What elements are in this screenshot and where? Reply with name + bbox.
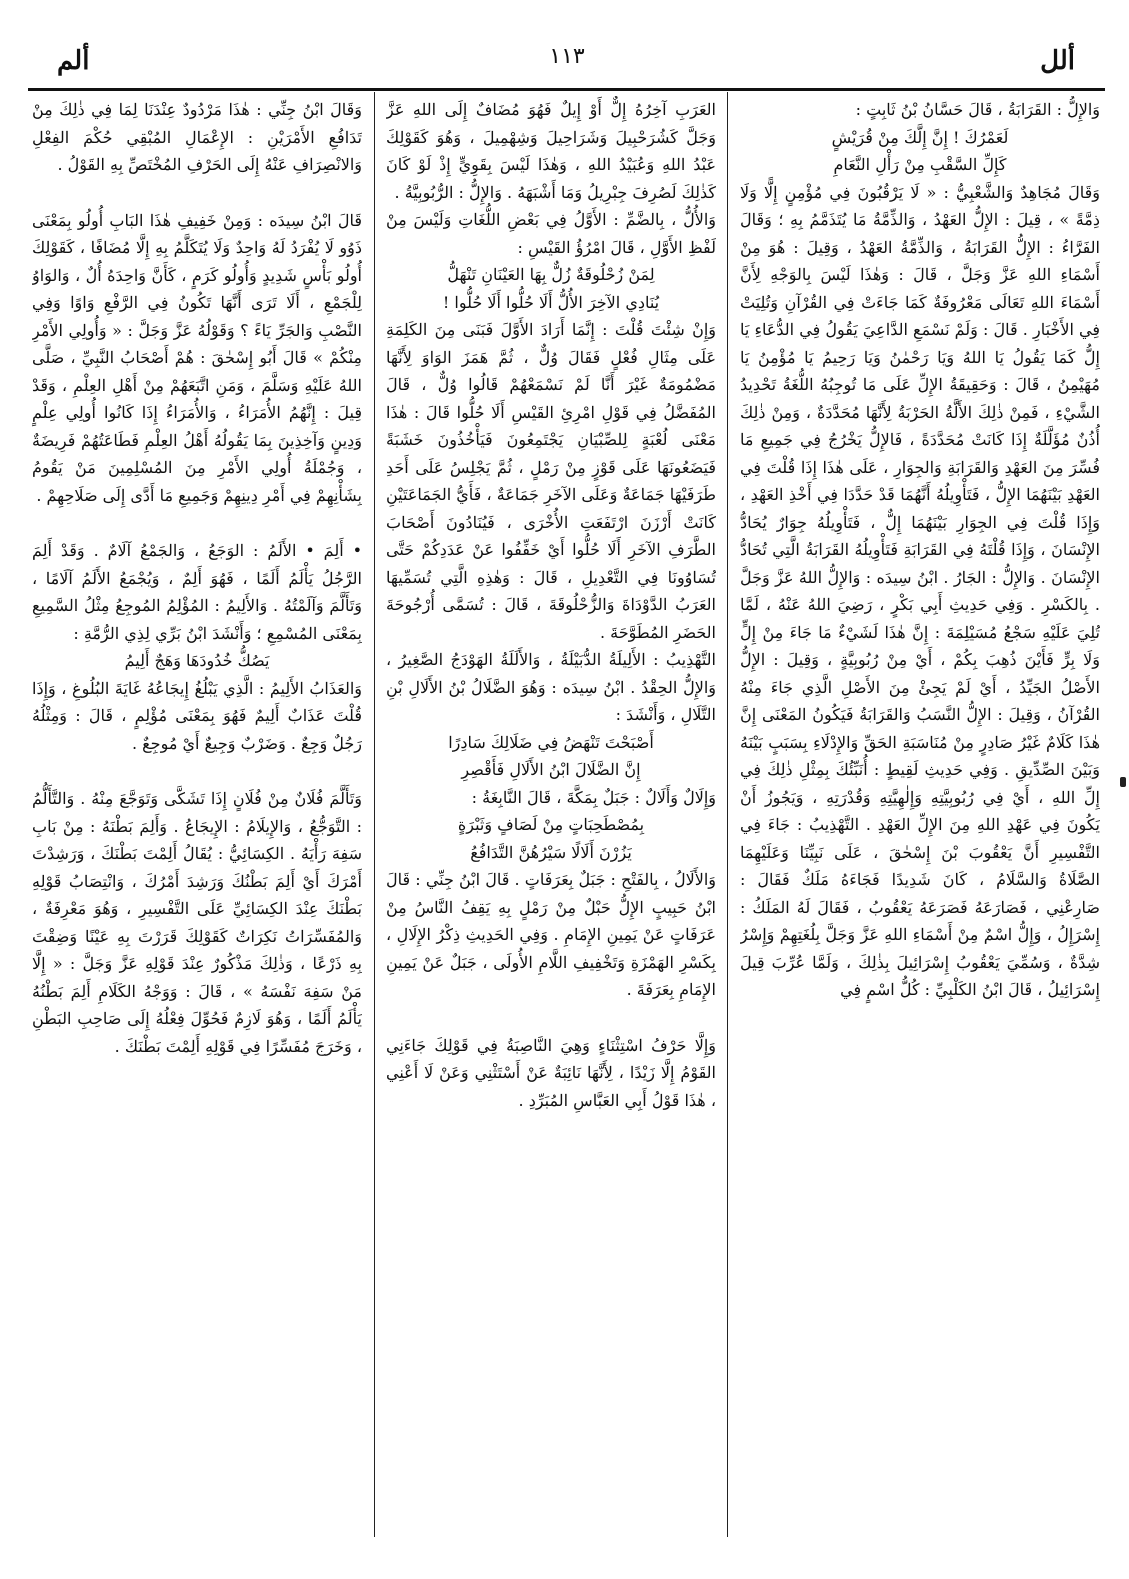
column-right [740,96,1100,1541]
verse-line: يَزُرْنَ أَلَالًا سَيْرُهُنَّ التَّدَافُعُ [470,842,632,862]
paragraph: وَالإِلُّ : القَرَابَةُ ، قَالَ حَسَّانُ بْنُ ثَابِتٍ : [855,100,1100,119]
paragraph: التَّهْذِيبُ : الأَلِيلَةُ الدُّبَيْلَةُ ، وَالأَلَلَةُ الهَوْدَجُ الصَّغِيرُ ، وَالإِلُّ الحِقْدُ . ابْنُ سِيدَه : وَهُوَ الضَّلَالُ بْنُ الأَلَالِ بْنِ التَّلَالِ ، وَأَنْشَدَ : [386,650,716,724]
paragraph: وَالأُلُّ ، بِالضَّمِّ : الأَوَّلُ فِي بَعْضِ اللُّغَاتِ وَلَيْسَ مِنْ لَفْظِ الأَوَّلِ ، قَالَ امْرُؤُ القَيْسِ : [386,210,716,257]
column-divider-right [727,92,728,1537]
paragraph: وَإِلَالٌ وَأَلَالٌ : جَبَلٌ بِمَكَّةَ ، قَالَ النَّابِغَةُ : [471,787,716,807]
verse-line: يُنَادِي الآخِرَ الأُلُّ أَلَا حُلُّوا أَلَا حُلُّوا ! [442,292,660,312]
paragraph: وَالعَذَابُ الأَلِيمُ : الَّذِي يَبْلُغُ إِيجَاعُهُ غَايَةَ البُلُوغِ ، وَإِذَا قُلْتَ عَذَابٌ أَلِيمٌ فَهُوَ بِمَعْنَى مُؤْلِمٍ ، قَالَ : وَمِثْلُهُ رَجُلٌ وَجِعٌ . وَضَرْبٌ وَجِيعٌ أَيْ مُوجِعٌ . [32,678,362,753]
verse-line: بِمُصْطَحِبَاتٍ مِنْ لَصَافٍ وَثَبْرَةٍ [457,815,645,834]
verse-line: أَصْبَحْتَ تَنْهَضُ فِي ضَلَالِكَ سَادِرًا [448,732,654,752]
paragraph: وَإِنْ شِئْتَ قُلْتَ : إِنَّمَا أَرَادَ الأَوَّلَ فَبَنَى مِنَ الكَلِمَةِ عَلَى مِثَالِ فُعْلٍ فَقَالَ وُلٌّ ، ثُمَّ هَمَزَ الوَاوَ لِأَنَّهَا مَضْمُومَةٌ غَيْرَ أَنَّا لَمْ نَسْمَعْهُمْ قَالُوا وُلٌّ ، قَالَ المُفَضَّلُ فِي قَوْلِ امْرِئِ القَيْسِ أَلَا حُلُّوا قَالَ : هٰذَا مَعْنَى لُعْبَةٍ لِلصِّبْيَانِ يَجْتَمِعُونَ فَيَأْخُذُونَ خَشَبَةً فَيَضَعُونَهَا عَلَى قَوْزٍ مِنْ رَمْلٍ ، ثُمَّ يَجْلِسُ عَلَى أَحَدِ طَرَفَيْهَا جَمَاعَةٌ وَعَلَى الآخَرِ جَمَاعَةٌ ، فَأَيُّ الجَمَاعَتَيْنِ كَانَتْ أَرْزَنَ ارْتَفَعَتِ الأُخْرَى ، فَيُنَادُونَ أَصْحَابَ الطَّرَفِ الآخَرِ أَلَا حُلُّوا أَيْ خَفِّفُوا عَنْ عَدَدِكُمْ حَتَّى تُسَاوُونَا فِي التَّعْدِيلِ ، قَالَ : وَهٰذِهِ الَّتِي تُسَمِّيهَا العَرَبُ الدَّوْدَاةَ وَالزُّحْلُوقَةَ ، قَالَ : تُسَمَّى أُرْجُوحَةَ الحَضَرِ المُطَوَّحَةَ . [386,320,716,642]
paragraph: وَالأَلَالُ ، بِالفَتْحِ : جَبَلٌ بِعَرَفَاتٍ . قَالَ ابْنُ جِنِّي : قَالَ ابْنُ حَبِيبٍ الإِلُّ حَبْلٌ مِنْ رَمْلٍ بِهِ يَقِفُ النَّاسُ مِنْ عَرَفَاتٍ عَنْ يَمِينِ الإِمَامِ . وَفِي الحَدِيثِ ذِكْرُ الإِلَالِ ، بِكَسْرِ الهَمْزَةِ وَتَخْفِيفِ اللَّامِ الأُولَى ، جَبَلٌ عَنْ يَمِينِ الإِمَامِ بِعَرَفَةَ . [386,870,716,999]
verse-line: لِمَنْ زُحْلُوقَةٌ زُلٌّ بِهَا العَيْنَانِ تَنْهَلُّ [447,265,655,284]
margin-mark [1120,777,1126,787]
headword-left: ألم [57,46,90,76]
paragraph: قَالَ ابْنُ سِيدَه : وَمِنْ خَفِيفِ هٰذَا البَابِ أُولُو بِمَعْنَى ذَوُو لَا يُفْرَدُ لَهُ وَاحِدٌ وَلَا يُتَكَلَّمُ بِهِ إِلَّا مُضَافًا ، كَقَوْلِكَ أُولُو بَأْسٍ شَدِيدٍ وَأُولُو كَرَمٍ ، كَأَنَّ وَاحِدَهُ أُلٌ ، وَالوَاوُ لِلْجَمْعِ ، أَلَا تَرَى أَنَّهَا تَكُونُ فِي الرَّفْعِ وَاوًا وَفِي النَّصْبِ وَالجَرِّ يَاءً ؟ وَقَوْلُهُ عَزَّ وَجَلَّ : « وَأُولِي الأَمْرِ مِنْكُمْ » قَالَ أَبُو إِسْحٰقَ : هُمْ أَصْحَابُ النَّبِيِّ ، صَلَّى اللهُ عَلَيْهِ وَسَلَّمَ ، وَمَنِ اتَّبَعَهُمْ مِنْ أَهْلِ العِلْمِ ، وَقَدْ قِيلَ : إِنَّهُمُ الأُمَرَاءُ ، وَالأُمَرَاءُ إِذَا كَانُوا أُولِي عِلْمٍ وَدِينٍ وَآخِذِينَ بِمَا يَقُولُهُ أَهْلُ العِلْمِ فَطَاعَتُهُمْ فَرِيضَةٌ ، وَجُمْلَةُ أُولِي الأَمْرِ مِنَ المُسْلِمِينَ مَنْ يَقُومُ بِشَأْنِهِمْ فِي أَمْرِ دِينِهِمْ وَجَمِيعِ مَا أَدَّى إِلَى صَلَاحِهِمْ . [32,210,362,505]
column-divider-left [374,92,375,1537]
paragraph: العَرَبِ آخِرُهُ إِلٌّ أَوْ إِيلٌ فَهُوَ مُضَافٌ إِلَى اللهِ عَزَّ وَجَلَّ كَشُرَحْبِيلَ وَشَرَاحِيلَ وَشِهْمِيلَ ، وَهُوَ كَقَوْلِكَ عَبْدُ اللهِ وَعُبَيْدُ اللهِ ، وَهٰذَا لَيْسَ بِقَوِيٍّ إِذْ لَوْ كَانَ كَذٰلِكَ لَصُرِفَ جِبْرِيلُ وَمَا أَشْبَهَهُ . وَالإِلُّ : الرُّبُوبِيَّةُ . [386,100,716,202]
entry-alam: • أَلِمَ • الأَلَمُ : الوَجَعُ ، وَالجَمْعُ آلَامٌ . وَقَدْ أَلِمَ الرَّجُلُ يَأْلَمُ أَلَمًا ، فَهُوَ أَلِمٌ ، وَيُجْمَعُ الأَلَمُ آلَامًا ، وَتَأَلَّمَ وَآلَمْتُهُ . وَالأَلِيمُ : المُؤْلِمُ المُوجِعُ مِثْلُ السَّمِيعِ بِمَعْنَى المُسْمِعِ ؛ وَأَنْشَدَ ابْنُ بَرِّي لِذِي الرُّمَّةِ : [32,541,362,643]
page-number: ١١٣ [549,44,585,69]
paragraph: وَقَالَ مُجَاهِدٌ وَالشَّعْبِيُّ : « لَا يَرْقُبُونَ فِي مُؤْمِنٍ إِلًّا وَلَا ذِمَّةً » ، قِيلَ : الإِلُّ العَهْدُ ، وَالذِّمَّةُ مَا يُتَذَمَّمُ بِهِ ؛ وَقَالَ الفَرَّاءُ : الإِلُّ القَرَابَةُ ، وَالذِّمَّةُ العَهْدُ ، وَقِيلَ : هُوَ مِنْ أَسْمَاءِ اللهِ عَزَّ وَجَلَّ ، قَالَ : وَهٰذَا لَيْسَ بِالوَجْهِ لِأَنَّ أَسْمَاءَ اللهِ تَعَالَى مَعْرُوفَةٌ كَمَا جَاءَتْ فِي القُرْآنِ وَتُلِيَتْ فِي الأَخْبَارِ . قَالَ : وَلَمْ نَسْمَعِ الدَّاعِيَ يَقُولُ فِي الدُّعَاءِ يَا إِلُّ كَمَا يَقُولُ يَا اللهُ وَيَا رَحْمٰنُ وَيَا رَحِيمُ يَا مُؤْمِنُ يَا مُهَيْمِنُ ، قَالَ : وَحَقِيقَةُ الإِلِّ عَلَى مَا تُوجِبُهُ اللُّغَةُ تَحْدِيدُ الشَّيْءِ ، فَمِنْ ذٰلِكَ الأَلَّةُ الحَرْبَةُ لِأَنَّهَا مُحَدَّدَةٌ ، وَمِنْ ذٰلِكَ أُذُنٌ مُؤَلَّلَةٌ إِذَا كَانَتْ مُحَدَّدَةً ، فَالإِلُّ يَخْرُجُ فِي جَمِيعِ مَا فُسِّرَ مِنَ العَهْدِ وَالقَرَابَةِ وَالجِوَارِ ، عَلَى هٰذَا إِذَا قُلْتَ فِي العَهْدِ بَيْنَهُمَا الإِلُّ ، فَتَأْوِيلُهُ أَنَّهُمَا قَدْ حَدَّدَا فِي أَخْذِ العَهْدِ ، وَإِذَا قُلْتَ فِي الجِوَارِ بَيْنَهُمَا إِلٌّ ، فَتَأْوِيلُهُ جِوَارٌ يُحَادُّ الإِنْسَانَ ، وَإِذَا قُلْتَهُ فِي القَرَابَةِ فَتَأْوِيلُهُ القَرَابَةُ الَّتِي تُحَادُّ الإِنْسَانَ . وَالإِلُّ : الجَارُ . ابْنُ سِيدَه : وَالإِلُّ اللهُ عَزَّ وَجَلَّ . بِالكَسْرِ . وَفِي حَدِيثِ أَبِي بَكْرٍ ، رَضِيَ اللهُ عَنْهُ ، لَمَّا تُلِيَ عَلَيْهِ سَجْعُ مُسَيْلِمَةَ : إِنَّ هٰذَا لَشَيْءٌ مَا جَاءَ مِنْ إِلٍّ وَلَا بِرٍّ فَأَيْنَ ذُهِبَ بِكُمْ ، أَيْ مِنْ رُبُوبِيَّةٍ ، وَقِيلَ : الإِلُّ الأَصْلُ الجَيِّدُ ، أَيْ لَمْ يَجِئْ مِنَ الأَصْلِ الَّذِي جَاءَ مِنْهُ القُرْآنُ ، وَقِيلَ : الإِلُّ النَّسَبُ وَالقَرَابَةُ فَيَكُونُ المَعْنَى إِنَّ هٰذَا كَلَامٌ غَيْرُ صَادِرٍ مِنْ مُنَاسَبَةِ الحَقِّ وَالإِدْلَاءِ بِسَبَبٍ بَيْنَهُ وَبَيْنَ الصِّدِّيقِ . وَفِي حَدِيثِ لَقِيطٍ : أُنَبِّئُكَ بِمِثْلِ ذٰلِكَ فِي إِلِّ اللهِ ، أَيْ فِي رُبُوبِيَّتِهِ وَإِلٰهِيَّتِهِ وَقُدْرَتِهِ ، وَيَجُوزُ أَنْ يَكُونَ فِي عَهْدِ اللهِ مِنَ الإِلِّ العَهْدِ . التَّهْذِيبُ : جَاءَ فِي التَّفْسِيرِ أَنَّ يَعْقُوبَ بْنَ إِسْحٰقَ ، عَلَى نَبِيِّنَا وَعَلَيْهِمَا الصَّلَاةُ وَالسَّلَامُ ، كَانَ شَدِيدًا فَجَاءَهُ مَلَكٌ فَقَالَ : صَارِعْنِي ، فَصَارَعَهُ فَصَرَعَهُ يَعْقُوبُ ، فَقَالَ لَهُ المَلَكُ : إِسْرَإِلُ ، وَإِلُّ اسْمٌ مِنْ أَسْمَاءِ اللهِ عَزَّ وَجَلَّ بِلُغَتِهِمْ وَإِسْرُ شِدَّةٌ ، وَسُمِّيَ يَعْقُوبُ إِسْرَائِيلَ بِذٰلِكَ ، وَلَمَّا عُرِّبَ قِيلَ إِسْرَائِيلُ ، قَالَ ابْنُ الكَلْبِيِّ : كُلُّ اسْمٍ فِي [740,182,1100,999]
paragraph: وَإِلَّا حَرْفُ اسْتِثْنَاءٍ وَهِيَ النَّاصِبَةُ فِي قَوْلِكَ جَاءَنِي القَوْمُ إِلَّا زَيْدًا ، لِأَنَّهَا نَائِبَةٌ عَنْ أَسْتَثْنِي وَعَنْ لَا أَعْنِي ، هٰذَا قَوْلُ أَبِي العَبَّاسِ المُبَرِّدِ . [386,1035,716,1110]
column-middle [386,96,716,1541]
paragraph: وَقَالَ ابْنُ جِنِّي : هٰذَا مَرْدُودٌ عِنْدَنَا لِمَا فِي ذٰلِكَ مِنْ تَدَافُعِ الأَمْرَيْنِ : الإِعْمَالِ المُبْقِي حُكْمَ الفِعْلِ وَالانْصِرَافِ عَنْهُ إِلَى الحَرْفِ المُخْتَصِّ بِهِ القَوْلُ . [32,100,362,174]
page-header [22,38,1107,78]
verse-line: إِنَّ الضَّلَالَ ابْنُ الأَلَالِ فَأَقْصِرِ [461,760,641,779]
verse-line: لَعَمْرُكَ ! إِنَّ إِلَّكَ مِنْ قُرَيْشٍ [831,127,1009,147]
header-rule [28,88,1105,91]
verse-line: كَإِلِّ السَّقْبِ مِنْ رَأْلِ النَّعَامِ [833,155,1007,174]
paragraph: وَتَأَلَّمَ فُلَانٌ مِنْ فُلَانٍ إِذَا تَشَكَّى وَتَوَجَّعَ مِنْهُ . وَالتَّأَلُّمُ : التَّوَجُّعُ ، وَالإِيلَامُ : الإِيجَاعُ . وَأَلِمَ بَطْنَهُ : مِنْ بَابِ سَفِهَ رَأْيَهُ . الكِسَائِيُّ : يُقَالُ أَلِمْتَ بَطْنَكَ ، وَرَشِدْتَ أَمْرَكَ أَيْ أَلِمَ بَطْنُكَ وَرَشِدَ أَمْرُكَ ، وَانْتِصَابُ قَوْلِهِ بَطْنَكَ عِنْدَ الكِسَائِيِّ عَلَى التَّفْسِيرِ ، وَهُوَ مَعْرِفَةٌ ، وَالمُفَسِّرَاتُ نَكِرَاتٌ كَقَوْلِكَ قَرَرْتَ بِهِ عَيْنًا وَضِقْتَ بِهِ ذَرْعًا ، وَذٰلِكَ مَذْكُورٌ عِنْدَ قَوْلِهِ عَزَّ وَجَلَّ : « إِلَّا مَنْ سَفِهَ نَفْسَهُ » ، قَالَ : وَوَجْهُ الكَلَامِ أَلِمَ بَطْنُهُ يَأْلَمُ أَلَمًا ، وَهُوَ لَازِمٌ فَحُوِّلَ فِعْلُهُ إِلَى صَاحِبِ البَطْنِ ، وَخَرَجَ مُفَسِّرًا فِي قَوْلِهِ أَلِمْتَ بَطْنَكَ . [32,789,362,1056]
column-left [32,96,362,1541]
headword-right: ألل [1040,46,1075,76]
verse-line: يَصُكُّ خُدُودَهَا وَهَجٌ أَلِيمُ [124,651,270,670]
